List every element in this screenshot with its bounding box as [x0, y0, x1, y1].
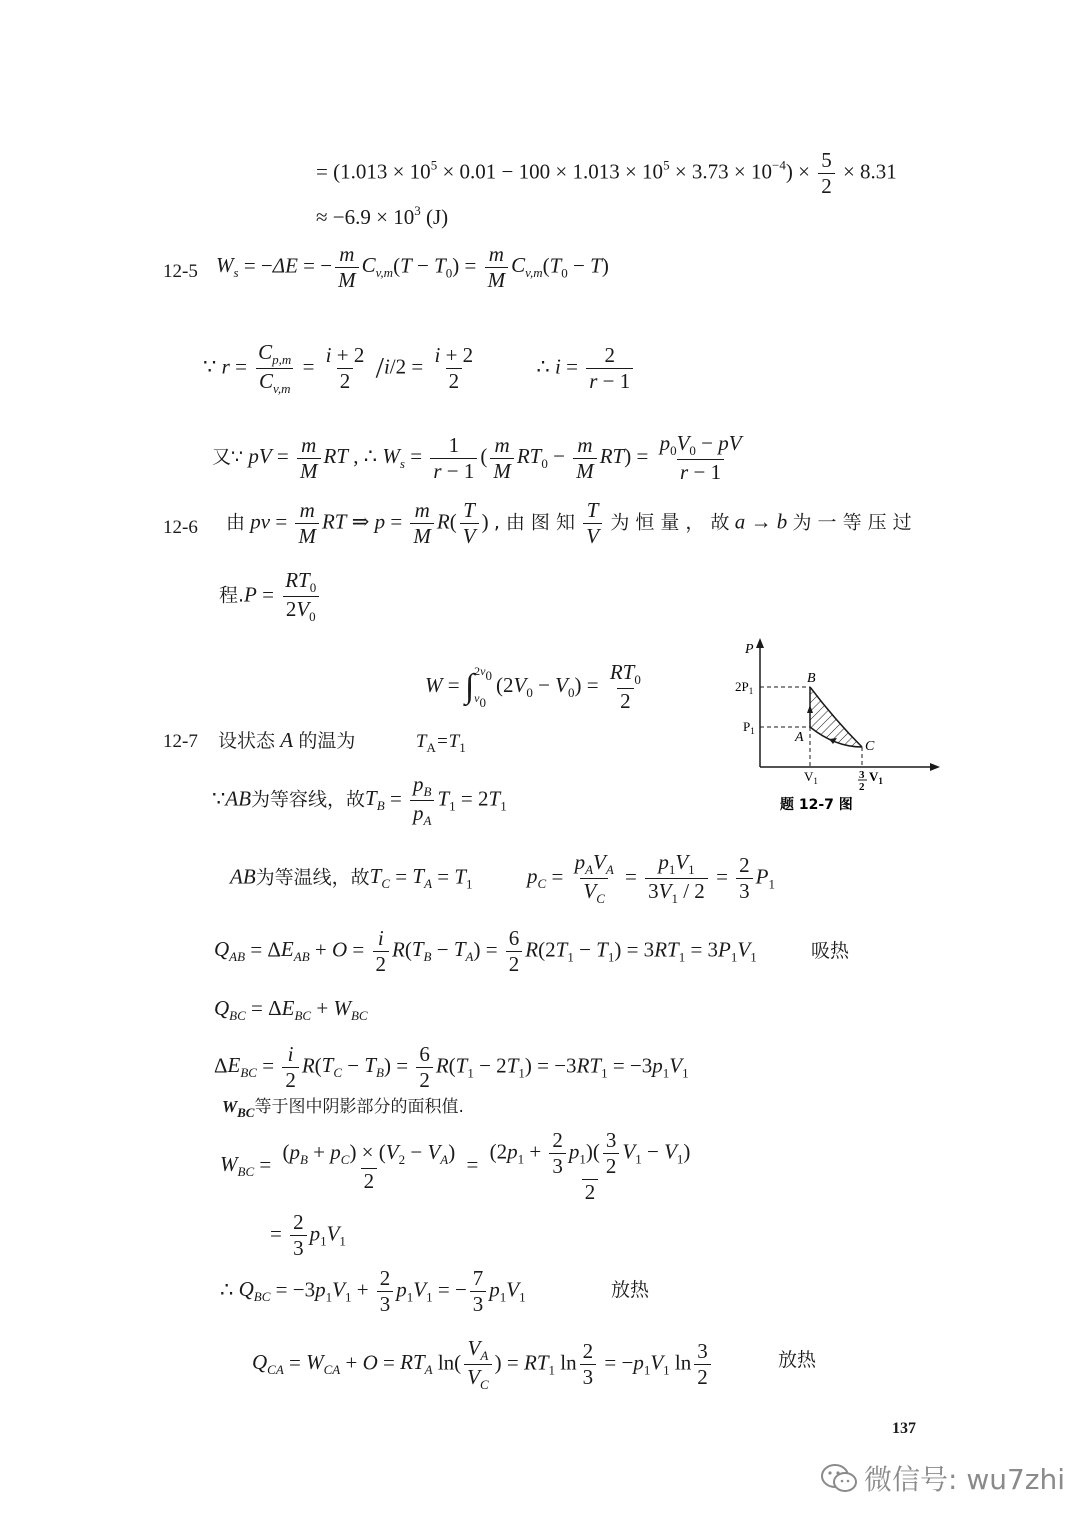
- problem-12-5-number: 12-5: [163, 261, 198, 282]
- heat-released-label-1: 放热: [611, 1279, 650, 1301]
- tick-32V1-den: 2: [859, 781, 865, 793]
- problem-12-5-eq1: $W_s = -\Delta E$ = − $\frac{m}{M}$ $C_{v,m}(T - T_0)$ = $\frac{m}{M}$ $C_{v,m}(T_0 - T)$: [216, 242, 609, 292]
- figure-caption: 题 12-7 图: [780, 797, 853, 813]
- problem-12-7-WBC-eq: $W_{BC}$ = $\frac{(p_B + p_C) \times (V_2 - V_A)}{2}$ = ($2p_1$ + $\frac{2}{3}$ $p_1$)( $\frac{3}{2}$ $V_1 - V_1$) 2: [220, 1128, 691, 1204]
- problem-12-6-work: W = ∫ $2v_0$ $v_0$ $(2V_0 - V_0)$ = $\frac{RT_0}{2}$: [425, 660, 641, 713]
- heat-absorbed-label: 吸热: [811, 940, 850, 962]
- problem-12-6-number: 12-6: [163, 517, 198, 538]
- problem-12-7-WBC-text: $W_{BC}$等于图中阴影部分的面积值.: [222, 1097, 464, 1120]
- point-C: C: [865, 739, 875, 754]
- watermark-text: 微信号: wu7zhi: [864, 1463, 1066, 1496]
- pv-diagram: [725, 635, 950, 820]
- problem-12-7-intro: 设状态 A 的温为 $T_A=T_1$: [218, 728, 466, 755]
- x-axis-arrow: [930, 763, 940, 771]
- point-A: A: [795, 730, 804, 745]
- problem-12-7-QAB: $Q_{AB} = \Delta E_{AB} + O$ = $\frac{i}{2}$ $R(T_B - T_A)$ = $\frac{6}{2}$ $R(2T_1 - T_1) = 3RT_1 = 3P_1V_1$: [214, 926, 757, 976]
- problem-12-7-QBC-result: ∴ $Q_{BC} = -3p_1V_1$ + $\frac{2}{3}$ $p_1V_1$ = − $\frac{7}{3}$ $p_1V_1$: [220, 1266, 526, 1316]
- equation-continuation-1: = $(1.013 \times 10^5 \times 0.01 - 100 \times 1.013 \times 10^5 \times 3.73 \times 10^{-4})$ × $\frac{5}{2}$ × 8.31: [316, 148, 897, 198]
- problem-12-7-dEBC: $\Delta E_{BC}$ = $\frac{i}{2}$ $R(T_C - T_B)$ = $\frac{6}{2}$ $R(T_1 - 2T_1) = -3RT_1 = -3p_1V_1$: [214, 1042, 689, 1092]
- tick-2P1: $2P_1$: [735, 679, 754, 696]
- tick-P1: $P_1$: [743, 719, 755, 736]
- problem-12-5-eq2: ∵ r = $\frac{C_{p,m}}{C_{v,m}}$ = $\frac{i + 2}{2}$ /i/2 = $\frac{i + 2}{2}$ ∴ i = $\frac{2}{r - 1}$: [203, 342, 636, 395]
- axis-y-label: P: [745, 642, 754, 657]
- problem-12-7-WBC-result: = $\frac{2}{3}$ $p_1V_1$: [270, 1210, 346, 1260]
- problem-12-6-eq1: 由 pv = $\frac{m}{M}$ RT ⇒ p = $\frac{m}{M}$ R( $\frac{T}{V}$ ) , 由 图 知 $\frac{T}{V}$ 为 恒 量 ， 故 a → b 为 一 等 压 过: [226, 498, 912, 548]
- problem-12-6-eq2: 程.P = $\frac{RT_0}{2V_0}$: [219, 570, 322, 623]
- problem-12-7-QCA: $Q_{CA} = W_{CA} + O = RT_A$ ln( $\frac{V_A}{V_C}$ ) = $RT_1$ ln $\frac{2}{3}$ = $-p_1V_1$ ln $\frac{3}{2}$: [252, 1338, 714, 1391]
- heat-released-label-2: 放热: [778, 1349, 817, 1371]
- point-B: B: [807, 671, 816, 686]
- page-number: 137: [892, 1420, 916, 1437]
- tick-32V1-v: $V_1$: [869, 769, 883, 786]
- problem-12-7-number: 12-7: [163, 731, 198, 752]
- wechat-watermark: [820, 1458, 1065, 1498]
- tick-32V1-num: 3: [859, 769, 865, 781]
- wechat-icon: [820, 1463, 858, 1493]
- y-axis-arrow: [756, 638, 764, 648]
- tick-V1: $V_1$: [804, 769, 818, 786]
- problem-12-7-line2: AB为等温线，故$T_C = T_A = T_1$ $p_C$ = $\frac{p_AV_A}{V_C}$ = $\frac{p_1V_1}{3V_1 / 2}$ = $\frac{2}{3}$ $P_1$: [230, 850, 775, 906]
- problem-12-7-QBC: $Q_{BC} = \Delta E_{BC} + W_{BC}$: [214, 996, 368, 1023]
- equation-continuation-2: ≈ $-6.9 \times 10^3$ (J): [316, 203, 449, 229]
- problem-12-5-eq3: 又∵ pV = $\frac{m}{M}$ RT , ∴ $W_s$ = $\frac{1}{r - 1}$ ( $\frac{m}{M}$ $RT_0$ − $\frac{m}{M}$ RT) = $\frac{p_0V_0 - pV}{r - 1}$: [212, 431, 742, 484]
- problem-12-7-line1: ∵AB为等容线，故$T_B$ = $\frac{p_B}{p_A}$ $T_1 = 2T_1$: [212, 772, 507, 828]
